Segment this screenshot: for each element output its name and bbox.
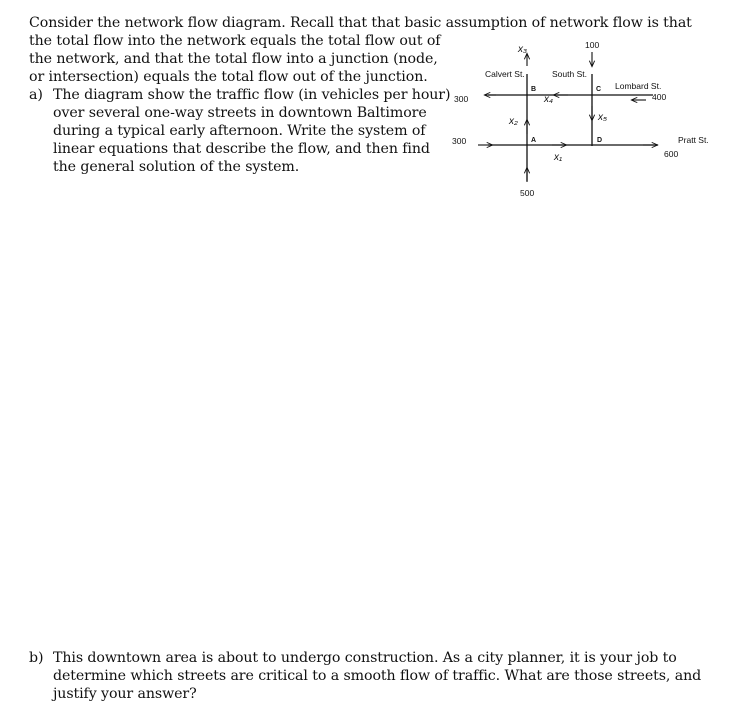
- part-a-line-5: the general solution of the system.: [53, 159, 300, 175]
- node-label-d: D: [597, 137, 603, 144]
- part-b-line-1: This downtown area is about to undergo construction. As a city planner, it is your job to: [53, 650, 677, 666]
- flow-right-pratt: 600: [664, 149, 679, 159]
- intro-line-4: or intersection) equals the total flow out of the junction.: [29, 69, 428, 85]
- label-pratt-street: Pratt St.: [678, 135, 709, 145]
- variable-x3: x₃: [518, 44, 527, 55]
- node-label-a: A: [531, 137, 537, 144]
- part-b-line-2: determine which streets are critical to a smooth flow of traffic. What are those streets, and: [53, 668, 702, 684]
- variable-x5: x₅: [598, 112, 608, 123]
- flow-left-pratt: 300: [452, 136, 467, 146]
- variable-x4: x₄: [544, 94, 554, 105]
- node-label-b: B: [531, 86, 537, 93]
- flow-left-lombard: 300: [454, 94, 469, 104]
- variable-x1: x₁: [554, 152, 563, 163]
- part-a-marker: a): [29, 87, 43, 103]
- label-lombard-street: Lombard St.: [615, 81, 662, 91]
- intro-line-3: the network, and that the total flow into a junction (node,: [29, 51, 438, 67]
- part-a-line-1: The diagram show the traffic flow (in vehicles per hour): [53, 87, 451, 103]
- intro-line-2: the total flow into the network equals the total flow out of: [29, 33, 441, 49]
- part-b-line-3: justify your answer?: [53, 686, 197, 702]
- network-flow-diagram: [440, 36, 740, 206]
- flow-right-lombard: 400: [652, 92, 667, 102]
- intro-line-1: Consider the network flow diagram. Recall that that basic assumption of network flow is that: [29, 15, 692, 31]
- label-calvert-street: Calvert St.: [485, 69, 525, 79]
- part-b-marker: b): [29, 650, 44, 666]
- flow-top-south: 100: [585, 40, 600, 50]
- variable-x2: x₂: [509, 116, 518, 127]
- part-a-line-3: during a typical early afternoon. Write the system of: [53, 123, 426, 139]
- part-a-line-2: over several one-way streets in downtown Baltimore: [53, 105, 427, 121]
- node-label-c: C: [596, 86, 602, 93]
- flow-bottom-calvert: 500: [520, 188, 535, 198]
- label-south-street: South St.: [552, 69, 587, 79]
- part-a-line-4: linear equations that describe the flow, and then find: [53, 141, 430, 157]
